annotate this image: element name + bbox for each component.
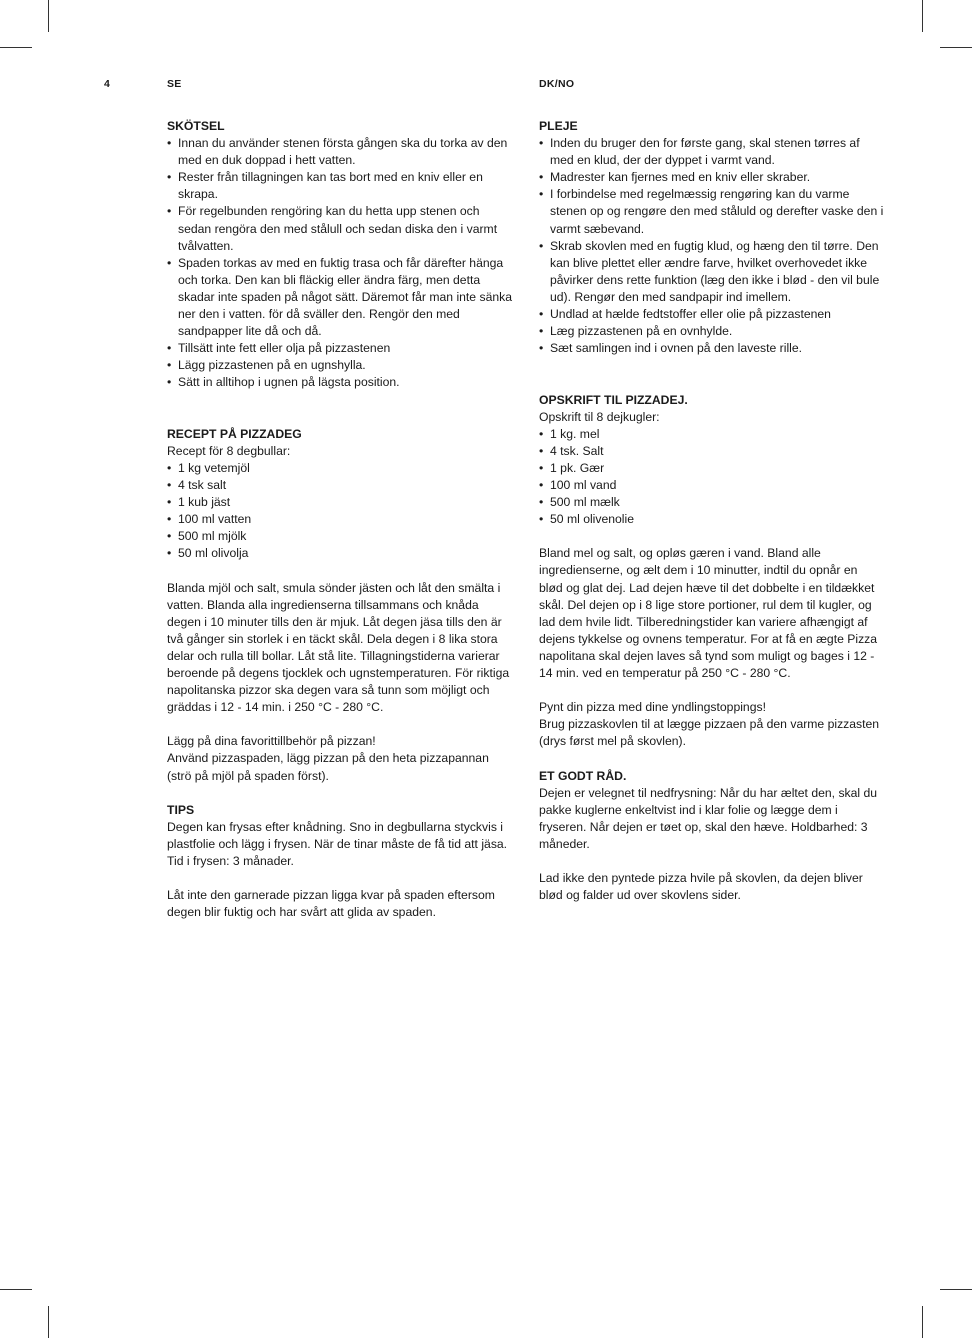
ingredient-list	[167, 460, 512, 563]
ingredient-list	[539, 426, 884, 529]
column-dk	[539, 118, 884, 904]
crop-mark	[48, 0, 49, 32]
topping-paragraph: Lägg på dina favorittillbehör på pizzan!	[167, 734, 376, 749]
list-item: • Læg pizzastenen på en ovnhylde.	[539, 323, 884, 340]
recipe-intro: Opskrift til 8 dejkugler:	[539, 409, 660, 424]
topping-paragraph: Använd pizzaspaden, lägg pizzan på den heta pizzapannan (strö på mjöl på spaden först).	[167, 751, 489, 783]
crop-mark	[48, 1306, 49, 1338]
language-label-se: SE	[167, 78, 182, 90]
list-item: • 1 kub jäst	[167, 494, 512, 511]
method-paragraph: Bland mel og salt, og opløs gæren i vand. Bland alle ingredienserne, og ælt dem i 10 minutter, indtil du opnår en blød og glat dej. Lad dejen hæve til det dobbelte i en tildækket skål. Del dejen op i 8 lige store portioner, rul dem til kugler, og lad dem hvile lidt. Tilberedningstider kan variere afhængigt af dejens tykkelse og ovnens temperatur. For at få en ægte Pizza napolitana skal dejen laves så tynd som muligt og bages i 12 - 14 min. ved en temperatur på 250 °C - 280 °C.	[539, 546, 878, 680]
care-list	[167, 135, 512, 391]
list-item: • Sätt in alltihop i ugnen på lägsta position.	[167, 374, 512, 391]
advice-paragraph: Lad ikke den pyntede pizza hvile på skovlen, da dejen bliver blød og falder ud over skovlens sider.	[539, 871, 863, 903]
crop-mark	[940, 47, 972, 48]
list-item: • Inden du bruger den for første gang, skal stenen tørres af med en klud, der der dyppet i varmt vand.	[539, 135, 884, 169]
method-paragraph: Blanda mjöl och salt, smula sönder jästen och låt den smälta i vatten. Blanda alla ingredienserna tillsammans och knåda degen i 10 minuter tills den är mjuk. Låt degen jäsa tills den är två gånger sin storlek i en täckt skål. Dela degen i 8 lika stora delar och rulla till bollar. Låt stå lite. Tillagningstiderna varierar beroende på degens tjocklek och ugnstemperaturen. För riktiga napolitanska pizzor ska degen vara så tunn som möjligt och gräddas i 12 - 14 min. i 250 °C - 280 °C.	[167, 580, 510, 715]
list-item: • Spaden torkas av med en fuktig trasa och får därefter hänga och torka. Den kan bli fläckig eller ändra färg, men detta skadar inte spaden på något sätt. Däremot får man inte sänka ner den i vatten. för då sväller den. Rengör den med sandpapper lite då och då.	[167, 255, 512, 340]
advice-heading: ET GODT RÅD.	[539, 768, 627, 783]
recipe-heading: RECEPT PÅ PIZZADEG	[167, 426, 302, 441]
recipe-intro: Recept för 8 degbullar:	[167, 443, 291, 458]
list-item: • Tillsätt inte fett eller olja på pizzastenen	[167, 340, 512, 357]
page-number: 4	[104, 78, 111, 90]
language-label-dk: DK/NO	[539, 78, 575, 90]
care-list	[539, 135, 884, 357]
list-item: • För regelbunden rengöring kan du hetta upp stenen och sedan rengöra den med stålull och sedan diska den i varmt tvålvatten.	[167, 203, 512, 254]
tips-paragraph: Degen kan frysas efter knådning. Sno in degbullarna styckvis i plastfolie och lägg i frysen. När de tinar måste de få tid att jäsa. Tid i frysen: 3 månader.	[167, 819, 508, 869]
list-item: • 50 ml olivenolie	[539, 511, 884, 528]
list-item: • 500 ml mjölk	[167, 528, 512, 545]
list-item: • Lägg pizzastenen på en ugnshylla.	[167, 357, 512, 374]
topping-paragraph: Pynt din pizza med dine yndlingstoppings!	[539, 700, 766, 715]
list-item: • 1 kg. mel	[539, 426, 884, 443]
list-item: • Sæt samlingen ind i ovnen på den laveste rille.	[539, 340, 884, 357]
list-item: • Skrab skovlen med en fugtig klud, og hæng den til tørre. Den kan blive plettet eller ændre farve, hvilket overhovedet ikke påvirker dens rette funktion (læg den ikke i blød - den vil bule ud). Rengør den med sandpapir ind imellem.	[539, 238, 884, 306]
list-item: • 1 kg vetemjöl	[167, 460, 512, 477]
list-item: • 4 tsk salt	[167, 477, 512, 494]
list-item: • 100 ml vand	[539, 477, 884, 494]
list-item: • 500 ml mælk	[539, 494, 884, 511]
advice-paragraph: Dejen er velegnet til nedfrysning: Når du har æltet den, skal du pakke kuglerne enkeltvist ind i klar folie og lægge dem i fryseren. Når dejen er tøet op, skal den hæve. Holdbarhed: 3 måneder.	[539, 785, 878, 851]
list-item: • Undlad at hælde fedtstoffer eller olie på pizzastenen	[539, 306, 884, 323]
list-item: • Madrester kan fjernes med en kniv eller skraber.	[539, 169, 884, 186]
care-heading: SKÖTSEL	[167, 119, 225, 133]
crop-mark	[940, 1289, 972, 1290]
list-item: • Rester från tillagningen kan tas bort med en kniv eller en skrapa.	[167, 169, 512, 203]
care-heading: PLEJE	[539, 119, 578, 133]
crop-mark	[922, 1306, 923, 1338]
list-item: • 4 tsk. Salt	[539, 443, 884, 460]
list-item: • 1 pk. Gær	[539, 460, 884, 477]
tips-heading: TIPS	[167, 802, 195, 817]
tips-paragraph: Låt inte den garnerade pizzan ligga kvar på spaden eftersom degen blir fuktig och har svårt att glida av spaden.	[167, 888, 495, 920]
recipe-heading: OPSKRIFT TIL PIZZADEJ.	[539, 392, 688, 407]
list-item: • I forbindelse med regelmæssig rengøring kan du varme stenen op og rengøre den med ståluld og derefter vaske den i varmt sæbevand.	[539, 186, 884, 237]
list-item: • 50 ml olivolja	[167, 545, 512, 562]
topping-paragraph: Brug pizzaskovlen til at lægge pizzaen på den varme pizzasten (drys først mel på skovlen).	[539, 717, 880, 749]
column-se	[167, 118, 512, 921]
crop-mark	[0, 1289, 32, 1290]
crop-mark	[922, 0, 923, 32]
list-item: • Innan du använder stenen första gången ska du torka av den med en duk doppad i hett vatten.	[167, 135, 512, 169]
crop-mark	[0, 47, 32, 48]
list-item: • 100 ml vatten	[167, 511, 512, 528]
